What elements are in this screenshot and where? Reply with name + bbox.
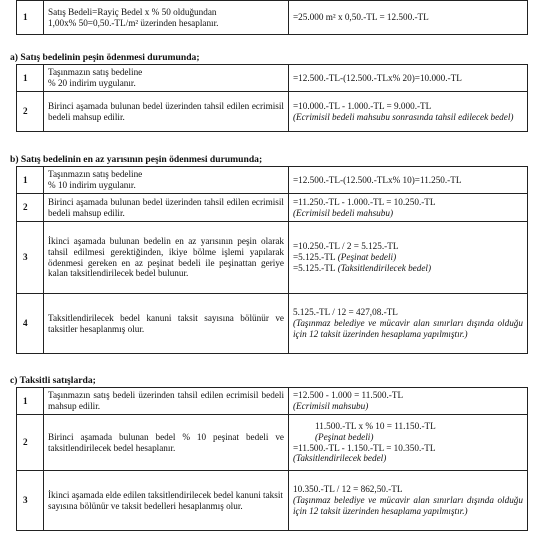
calculation-line bbox=[293, 263, 523, 274]
row-description: Taksitlendirilecek bedel kanuni taksit sayısına bölünür ve taksitler hesaplanmış olur. bbox=[44, 294, 289, 354]
top-calculation-table bbox=[16, 0, 528, 35]
calculation-line: =10.000.-TL - 1.000.-TL = 9.000.-TL bbox=[293, 100, 432, 111]
row-number: 3 bbox=[17, 222, 44, 294]
row-description: Birinci aşamada bulunan bedel üzerinden tahsil edilen ecrimisil bedeli mahsup edilir. bbox=[44, 194, 289, 222]
table-row bbox=[17, 415, 528, 471]
calculation-note: (Ecrimisil bedeli mahsubu) bbox=[293, 207, 394, 218]
row-number: 1 bbox=[17, 65, 44, 92]
table-row bbox=[17, 388, 528, 415]
description-line: % 10 indirim uygulanır. bbox=[48, 180, 136, 190]
row-description: Birinci aşamada bulunan bedel % 10 peşinat bedeli ve taksitlendirilecek bedel hesaplanır. bbox=[44, 415, 289, 471]
row-description: İkinci aşamada bulunan bedelin en az yarısının peşin olarak tahsil edilmesi gerektiğinden, ikiye bölme işlemi yapılarak ödenmesi gereken en az peşinat bedeli ile peşinattan geriye kalan taksitlendirilecek bedel bulunur. bbox=[44, 222, 289, 294]
calculation-value: =5.125.-TL bbox=[293, 262, 336, 273]
section-a-table bbox=[16, 64, 528, 132]
row-calculation: =12.500.-TL-(12.500.-TLx% 20)=10.000.-TL bbox=[289, 65, 528, 92]
table-row bbox=[17, 167, 528, 194]
table-row bbox=[17, 194, 528, 222]
row-description bbox=[44, 1, 289, 35]
section-c-title: c) Taksitli satışlarda; bbox=[10, 375, 96, 386]
row-number: 2 bbox=[17, 92, 44, 132]
table-row bbox=[17, 471, 528, 531]
calculation-note: (Peşinat bedeli) bbox=[315, 431, 374, 442]
row-description bbox=[44, 65, 289, 92]
description-line: % 20 indirim uygulanır. bbox=[48, 78, 136, 88]
calculation-line: 5.125.-TL / 12 = 427,08.-TL bbox=[293, 307, 398, 318]
row-number: 2 bbox=[17, 415, 44, 471]
calculation-note: (Peşinat bedeli) bbox=[335, 252, 397, 263]
row-description: İkinci aşamada elde edilen taksitlendirilecek bedel kanuni taksit sayısına bölünür ve taksit bedelleri hesaplanmış olur. bbox=[44, 471, 289, 531]
calculation-line: 10.350.-TL / 12 = 862,50.-TL bbox=[293, 484, 403, 495]
description-line: 1,00x% 50=0,50.-TL/m² üzerinden hesaplanır. bbox=[48, 17, 219, 28]
calculation-note: (Taksitlendirilecek bedel) bbox=[335, 262, 432, 273]
calculation-value: =5.125.-TL bbox=[293, 252, 336, 263]
row-description: Taşınmazın satış bedeli üzerinden tahsil edilen ecrimisil bedeli mahsup edilir. bbox=[44, 388, 289, 415]
description-line: Taşınmazın satış bedeline bbox=[48, 67, 143, 78]
row-calculation: =12.500.-TL-(12.500.-TLx% 10)=11.250.-TL bbox=[289, 167, 528, 194]
row-number: 1 bbox=[17, 167, 44, 194]
calculation-note: (Ecrimisil mahsubu) bbox=[293, 401, 369, 411]
calculation-note: (Taksitlendirilecek bedel) bbox=[293, 453, 387, 464]
calculation-line bbox=[293, 252, 523, 263]
row-calculation bbox=[289, 471, 528, 531]
row-calculation bbox=[289, 388, 528, 415]
description-line: Taşınmazın satış bedeline bbox=[48, 169, 143, 180]
calculation-note: (Ecrimisil bedeli mahsubu sonrasında tahsil edilecek bedel) bbox=[293, 111, 514, 122]
row-description: Birinci aşamada bulunan bedel üzerinden tahsil edilen ecrimisil bedeli mahsup edilir. bbox=[44, 92, 289, 132]
calculation-line: =10.250.-TL / 2 = 5.125.-TL bbox=[293, 241, 399, 252]
section-b-title: b) Satış bedelinin en az yarısının peşin ödenmesi durumunda; bbox=[10, 154, 263, 165]
row-description bbox=[44, 167, 289, 194]
table-row bbox=[17, 294, 528, 354]
calculation-line: =11.500.-TL - 1.150.-TL = 10.350.-TL bbox=[293, 442, 436, 453]
row-calculation bbox=[289, 92, 528, 132]
section-a-title: a) Satış bedelinin peşin ödenmesi durumunda; bbox=[10, 52, 200, 63]
row-calculation bbox=[289, 194, 528, 222]
calculation-line: 11.500.-TL x % 10 = 11.150.-TL bbox=[315, 420, 436, 431]
table-row bbox=[17, 65, 528, 92]
table-row bbox=[17, 222, 528, 294]
section-b-table bbox=[16, 166, 528, 354]
row-number: 1 bbox=[17, 388, 44, 415]
row-calculation: =25.000 m² x 0,50.-TL = 12.500.-TL bbox=[289, 1, 528, 35]
row-number: 1 bbox=[17, 1, 44, 35]
calculation-note: (Taşınmaz belediye ve mücavir alan sınırları dışında olduğu için 12 taksit üzerinden hesaplama yapılmıştır.) bbox=[293, 318, 523, 339]
section-c-table bbox=[16, 387, 528, 531]
row-number: 4 bbox=[17, 294, 44, 354]
row-number: 2 bbox=[17, 194, 44, 222]
calculation-note: (Taşınmaz belediye ve mücavir alan sınırları dışında olduğu için 12 taksit üzerinden hesaplama yapılmıştır.) bbox=[293, 495, 523, 516]
table-row bbox=[17, 92, 528, 132]
description-line: Satış Bedeli=Rayiç Bedel x % 50 olduğundan bbox=[48, 6, 217, 17]
row-calculation bbox=[289, 294, 528, 354]
row-number: 3 bbox=[17, 471, 44, 531]
row-calculation bbox=[289, 222, 528, 294]
calculation-line: =12.500 - 1.000 = 11.500.-TL bbox=[293, 390, 404, 401]
table-row bbox=[17, 1, 528, 35]
calculation-line: =11.250.-TL - 1.000.-TL = 10.250.-TL bbox=[293, 196, 436, 207]
row-calculation bbox=[289, 415, 528, 471]
